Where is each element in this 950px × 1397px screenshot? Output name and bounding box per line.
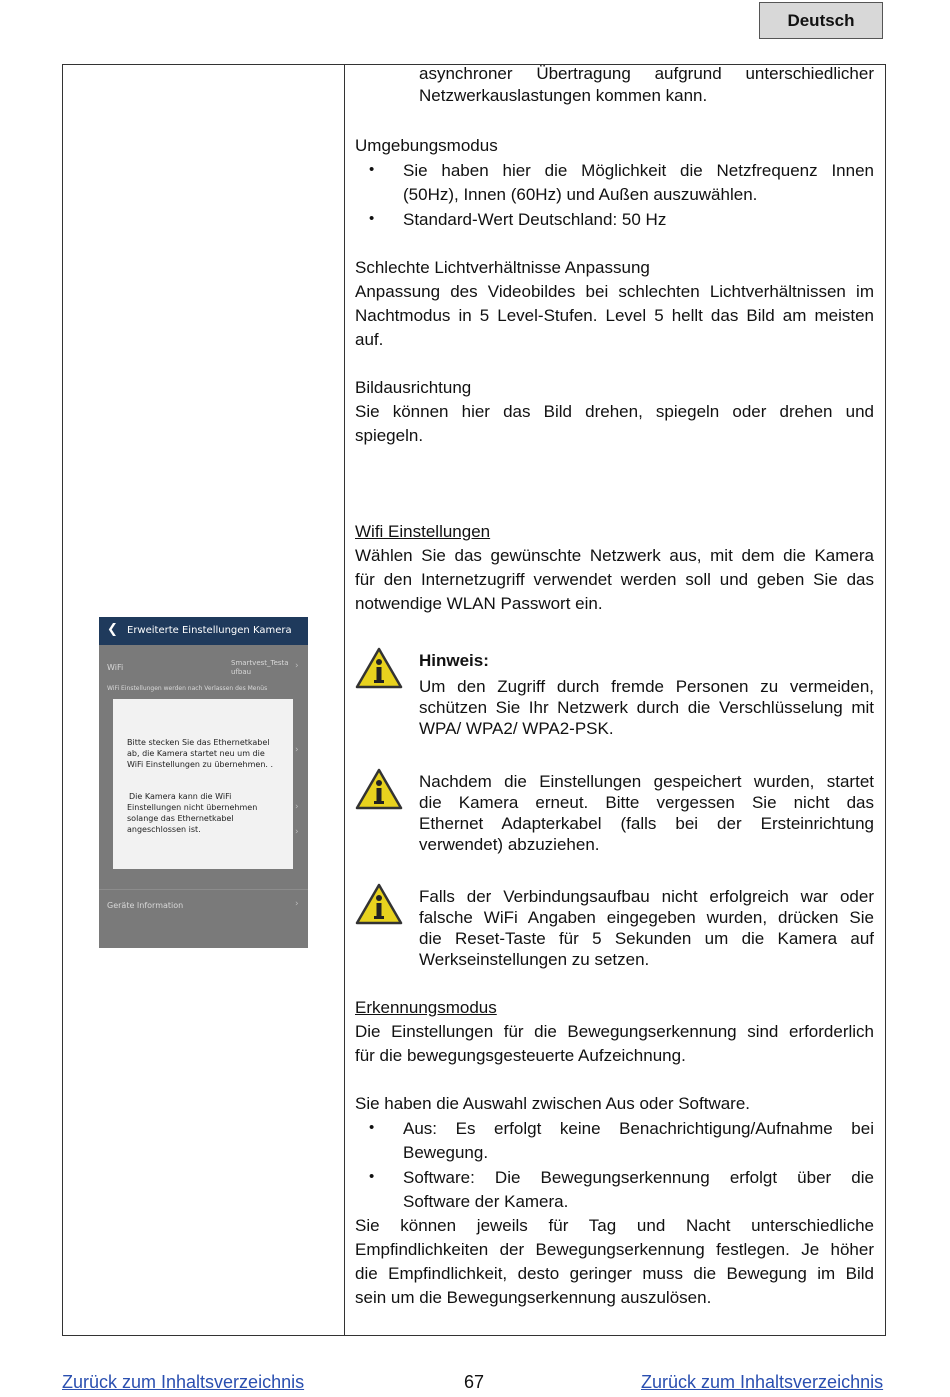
note-text: Um den Zugriff durch fremde Personen zu vermeiden, <box>419 677 874 696</box>
orientation-text: Sie können hier das Bild drehen, spiegeln oder drehen und <box>355 402 874 421</box>
detection-text: für die bewegungsgesteuerte Aufzeichnung. <box>355 1046 686 1065</box>
app-title: Erweiterte Einstellungen Kamera <box>127 625 292 636</box>
note-text: die Kamera erneut. Bitte vergessen Sie nicht das <box>419 793 874 812</box>
detection-text: Die Einstellungen für die Bewegungserkennung sind erforderlich <box>355 1022 874 1041</box>
wifi-title: Wifi Einstellungen <box>355 522 491 541</box>
orientation-title: Bildausrichtung <box>355 378 472 397</box>
chevron-right-icon: › <box>295 899 299 909</box>
chevron-right-icon: › <box>295 745 299 755</box>
sensitivity-text: Sie können jeweils für Tag und Nacht unterschiedliche <box>355 1216 874 1235</box>
back-to-toc-link[interactable]: Zurück zum Inhaltsverzeichnis <box>62 1372 305 1392</box>
note-text: WPA/ WPA2/ WPA2-PSK. <box>419 719 614 738</box>
bullet: • <box>369 161 375 178</box>
sensitivity-text: die Empfindlichkeit, desto geringer muss die Bewegung im Bild <box>355 1264 874 1283</box>
app-header <box>99 617 308 645</box>
ambient-bullet: (50Hz), Innen (60Hz) und Außen auszuwählen. <box>403 185 758 204</box>
column-divider <box>344 64 345 1336</box>
note-text: falsche WiFi Angaben eingegeben wurden, drücken Sie <box>419 908 874 927</box>
wifi-dialog <box>113 699 293 869</box>
ambient-bullet: Sie haben hier die Möglichkeit die Netzfrequenz Innen <box>403 161 874 180</box>
note-text: Werkseinstellungen zu setzen. <box>419 950 650 969</box>
lowlight-text: Nachtmodus in 5 Level-Stufen. Level 5 hellt das Bild am meisten <box>355 306 874 325</box>
wifi-setting-value: Smartvest_Testa ufbau <box>231 659 289 676</box>
option-software: Software: Die Bewegungserkennung erfolgt über die <box>403 1168 874 1187</box>
wifi-text: für den Internetzugriff verwendet werden soll und geben Sie das <box>355 570 874 589</box>
ambient-bullet: Standard-Wert Deutschland: 50 Hz <box>403 210 667 229</box>
app-screenshot <box>99 617 308 948</box>
dialog-message: Bitte stecken Sie das Ethernetkabel ab, die Kamera startet neu um die WiFi Einstellungen zu übernehmen. . <box>127 738 274 769</box>
back-to-toc-link[interactable]: Zurück zum Inhaltsverzeichnis <box>641 1372 884 1392</box>
geraete-info-item: Geräte Information <box>107 901 184 910</box>
note-text: Ethernet Adapterkabel (falls bei der Ersteinrichtung <box>419 814 874 833</box>
lowlight-text: auf. <box>355 330 384 349</box>
chevron-right-icon: › <box>295 827 299 837</box>
chevron-right-icon: › <box>295 661 299 671</box>
wifi-text: Wählen Sie das gewünschte Netzwerk aus, mit dem die Kamera <box>355 546 874 565</box>
ambient-title: Umgebungsmodus <box>355 136 498 155</box>
dialog-note: Die Kamera kann die WiFi Einstellungen nicht übernehmen solange das Ethernetkabel angeschlossen ist. <box>127 792 258 834</box>
note-text: Falls der Verbindungsaufbau nicht erfolgreich war oder <box>419 887 874 906</box>
bullet: • <box>369 1119 375 1136</box>
note-text: schützen Sie Ihr Netzwerk durch die Verschlüsselung mit <box>419 698 874 717</box>
orientation-text: spiegeln. <box>355 426 424 445</box>
wifi-text: notwendige WLAN Passwort ein. <box>355 594 603 613</box>
warning-icon <box>355 883 403 925</box>
sensitivity-text: Empfindlichkeiten der Bewegungserkennung festlegen. Je höher <box>355 1240 874 1259</box>
detection-choice: Sie haben die Auswahl zwischen Aus oder Software. <box>355 1094 751 1113</box>
bullet: • <box>369 210 375 227</box>
chevron-right-icon: › <box>295 802 299 812</box>
page-number: 67 <box>464 1372 485 1392</box>
wifi-info-line: WiFi Einstellungen werden nach Verlassen des Menüs <box>107 685 268 692</box>
intro-line: Netzwerkauslastungen kommen kann. <box>419 86 708 105</box>
back-icon: ❮ <box>107 622 118 637</box>
option-software: Software der Kamera. <box>403 1192 569 1211</box>
warning-icon <box>355 647 403 689</box>
option-off: Aus: Es erfolgt keine Benachrichtigung/Aufnahme bei <box>403 1119 874 1138</box>
intro-line: asynchroner Übertragung aufgrund unterschiedlicher <box>419 64 874 83</box>
note-text: verwendet) abzuziehen. <box>419 835 600 854</box>
sensitivity-text: sein um die Bewegungserkennung auszulösen. <box>355 1288 712 1307</box>
note-text: die Reset-Taste für 5 Sekunden um die Kamera auf <box>419 929 874 948</box>
warning-icon <box>355 768 403 810</box>
wifi-setting-label: WiFi <box>107 663 124 672</box>
note-title: Hinweis: <box>419 651 489 670</box>
detection-title: Erkennungsmodus <box>355 998 497 1017</box>
divider <box>99 889 308 890</box>
language-tab: Deutsch <box>759 2 883 39</box>
lowlight-text: Anpassung des Videobildes bei schlechten Lichtverhältnissen im <box>355 282 874 301</box>
option-off: Bewegung. <box>403 1143 489 1162</box>
bullet: • <box>369 1168 375 1185</box>
note-text: Nachdem die Einstellungen gespeichert wurden, startet <box>419 772 874 791</box>
lowlight-title: Schlechte Lichtverhältnisse Anpassung <box>355 258 650 277</box>
